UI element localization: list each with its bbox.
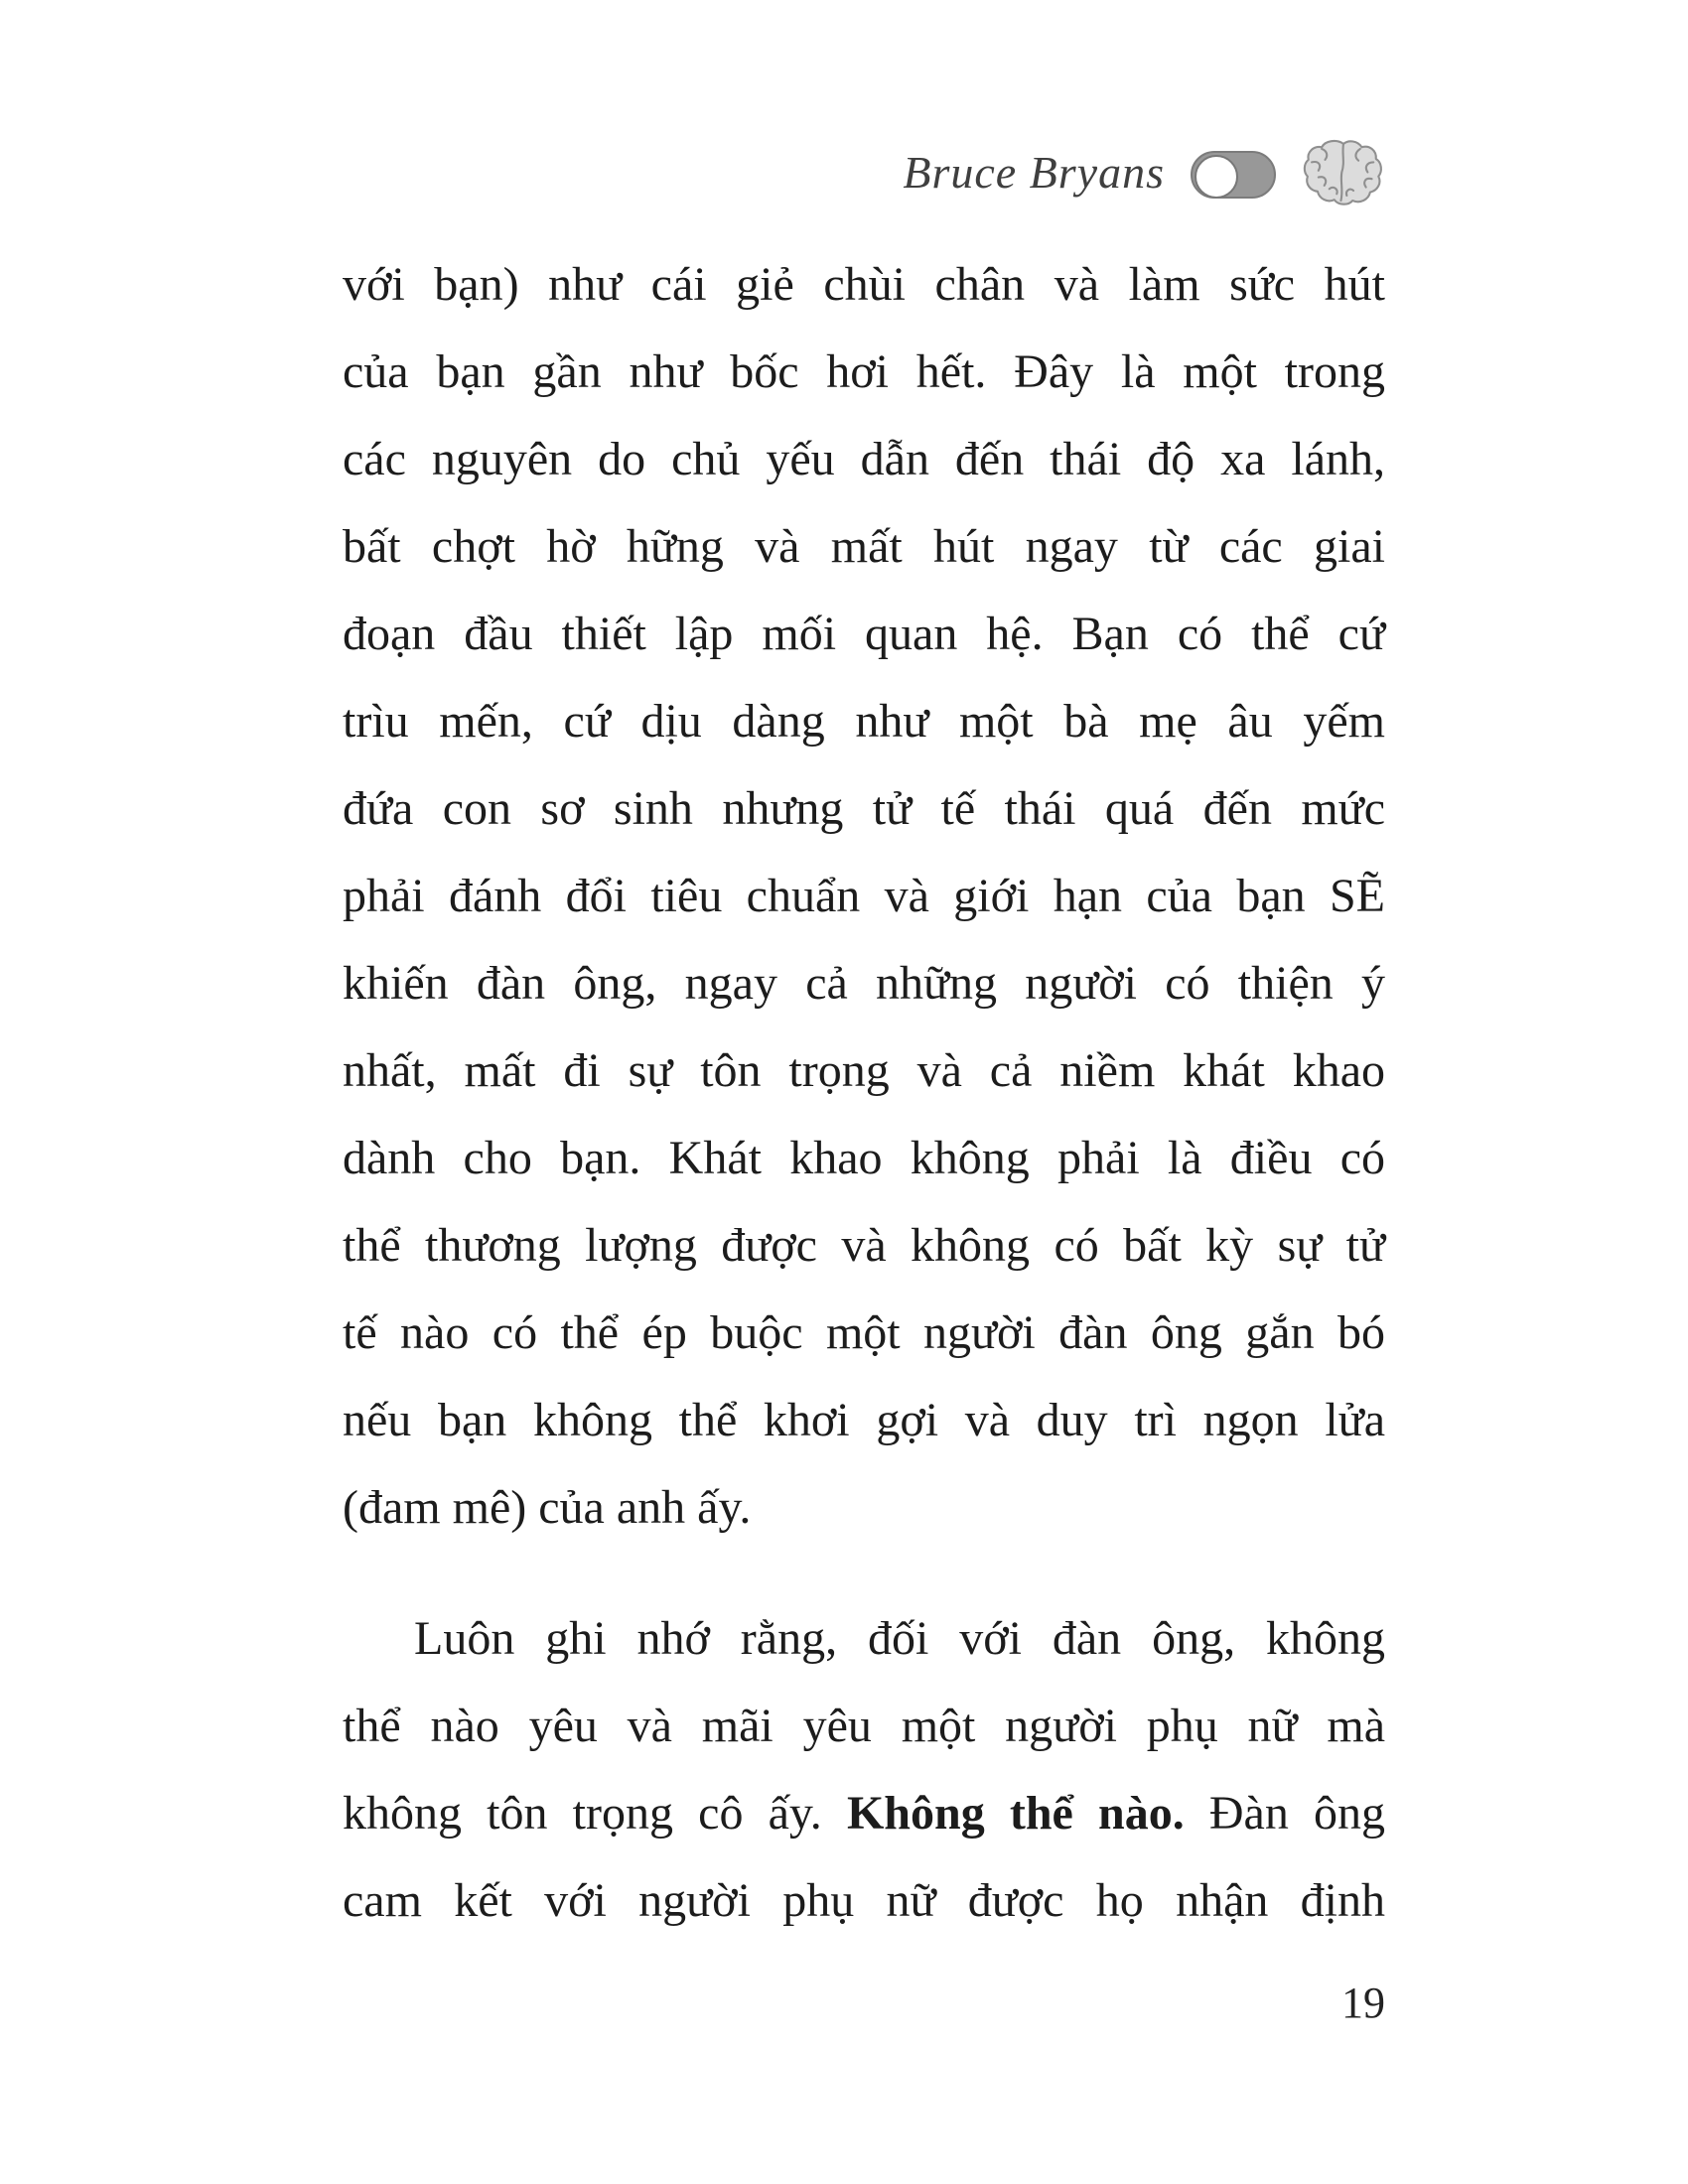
text-segment: thể nào yêu và mãi yêu một người phụ nữ mà <box>343 1700 1385 1752</box>
text-segment: nhất, mất đi sự tôn trọng và cả niềm khát khao <box>343 1044 1385 1097</box>
text-line <box>343 678 1385 765</box>
text-segment: của bạn gần như bốc hơi hết. Đây là một trong <box>343 345 1385 398</box>
body-text <box>343 241 1385 1945</box>
text-line <box>343 1377 1385 1464</box>
text-segment: phải đánh đổi tiêu chuẩn và giới hạn của bạn SẼ <box>343 870 1385 922</box>
text-line <box>343 1683 1385 1770</box>
toggle-knob <box>1195 155 1238 199</box>
text-line <box>343 1202 1385 1290</box>
text-line <box>343 329 1385 416</box>
paragraph-2 <box>343 1595 1385 1945</box>
text-segment: khiến đàn ông, ngay cả những người có thiện ý <box>343 957 1385 1010</box>
author-name: Bruce Bryans <box>903 147 1165 198</box>
text-segment: các nguyên do chủ yếu dẫn đến thái độ xa lánh, <box>343 433 1385 485</box>
text-segment: đứa con sơ sinh nhưng tử tế thái quá đến mức <box>343 782 1385 835</box>
text-line <box>343 241 1385 329</box>
text-line <box>343 853 1385 940</box>
text-segment: Luôn ghi nhớ rằng, đối với đàn ông, không <box>414 1612 1385 1665</box>
page-header <box>343 137 1385 212</box>
text-line <box>343 1115 1385 1202</box>
text-segment: trìu mến, cứ dịu dàng như một bà mẹ âu yếm <box>343 695 1385 748</box>
text-line <box>343 503 1385 591</box>
text-segment: tế nào có thể ép buộc một người đàn ông gắn bó <box>343 1306 1385 1359</box>
text-segment: Đàn ông <box>1184 1787 1385 1840</box>
text-line <box>343 1290 1385 1377</box>
text-segment: thể thương lượng được và không có bất kỳ sự tử <box>343 1219 1385 1272</box>
text-line <box>343 1857 1385 1945</box>
paragraph-1 <box>343 241 1385 1552</box>
text-segment: nếu bạn không thể khơi gợi và duy trì ngọn lửa <box>343 1394 1385 1446</box>
text-segment: đoạn đầu thiết lập mối quan hệ. Bạn có thể cứ <box>343 608 1385 660</box>
text-segment: với bạn) như cái giẻ chùi chân và làm sức hút <box>343 258 1385 311</box>
toggle-switch-icon <box>1191 151 1276 199</box>
text-segment: (đam mê) của anh ấy. <box>343 1481 752 1534</box>
text-segment: dành cho bạn. Khát khao không phải là điều có <box>343 1132 1385 1184</box>
text-line <box>343 940 1385 1027</box>
page-number: 19 <box>1341 1979 1385 2027</box>
text-segment: bất chợt hờ hững và mất hút ngay từ các giai <box>343 520 1385 573</box>
text-line <box>343 416 1385 503</box>
brain-icon <box>1302 137 1385 212</box>
text-segment: cam kết với người phụ nữ được họ nhận định <box>343 1874 1385 1927</box>
text-line <box>343 1464 1385 1552</box>
text-line <box>343 1770 1385 1857</box>
text-line <box>343 1027 1385 1115</box>
text-line <box>343 765 1385 853</box>
text-segment: không tôn trọng cô ấy. <box>343 1787 847 1840</box>
bold-text-segment: Không thể nào. <box>846 1787 1185 1840</box>
text-line <box>343 1595 1385 1683</box>
text-line <box>343 591 1385 678</box>
